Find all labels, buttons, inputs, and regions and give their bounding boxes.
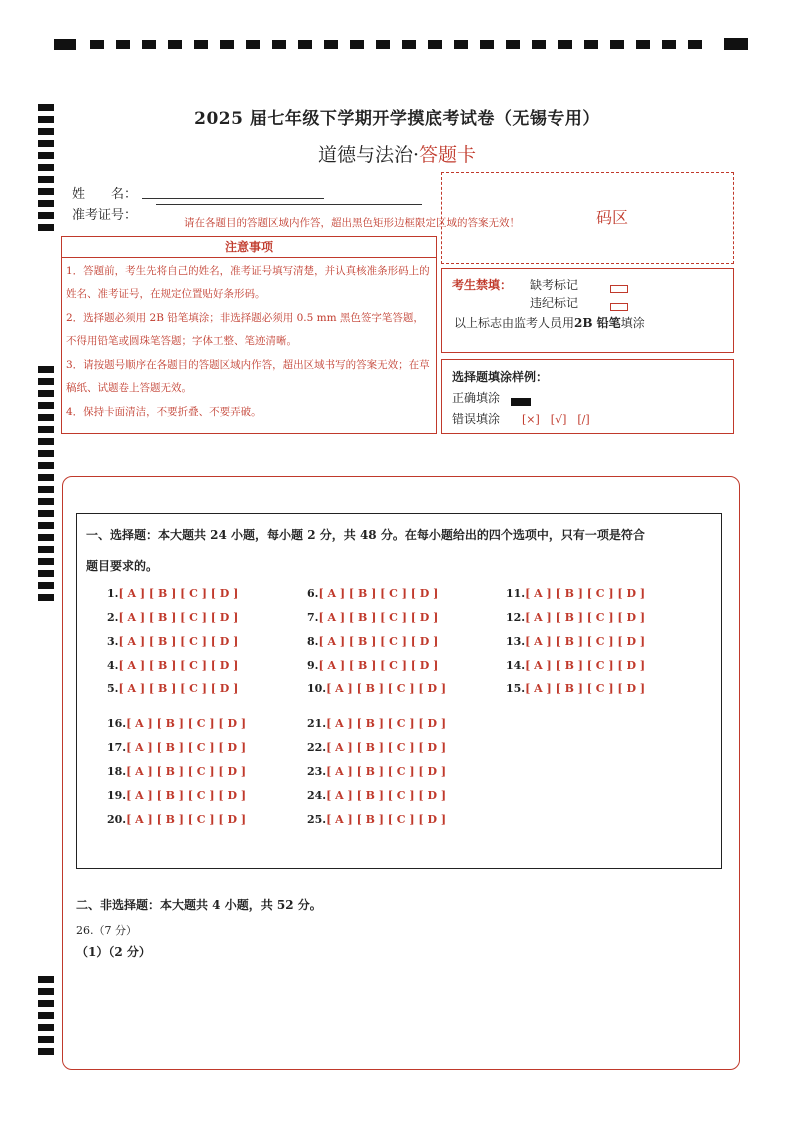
question-options[interactable]: [ A ] [ B ] [ C ] [ D ] <box>525 587 646 600</box>
name-field[interactable] <box>142 198 324 199</box>
question-options[interactable]: [ A ] [ B ] [ C ] [ D ] <box>326 765 447 778</box>
question-22[interactable] <box>307 741 446 754</box>
question-21[interactable] <box>307 717 446 730</box>
question-11[interactable] <box>506 587 645 600</box>
question-number: 12. <box>506 611 526 624</box>
question-number: 25. <box>307 813 327 826</box>
choice-section-title: 一、选择题：本大题共 24 小题，每小题 2 分，共 48 分。在每小题给出的四个选项中，只有一项是符合 <box>86 528 645 542</box>
question-9[interactable] <box>307 659 438 672</box>
notice-item-4: 4．保持卡面清洁，不要折叠、不要弄破。 <box>66 406 262 418</box>
forbidden-note-suffix: 填涂 <box>620 316 645 330</box>
notice-item-1: 1．答题前，考生先将自己的姓名，准考证号填写清楚，并认真核准条形码上的姓名、准考证号，在规定位置贴好条形码。 <box>66 265 430 300</box>
question-number: 11. <box>506 587 526 600</box>
question-options[interactable]: [ A ] [ B ] [ C ] [ D ] <box>126 765 247 778</box>
question-24[interactable] <box>307 789 446 802</box>
exam-id-label: 准考证号： <box>72 208 138 223</box>
forbidden-title: 考生禁填： <box>452 278 513 292</box>
nonchoice-section-title: 二、非选择题：本大题共 4 小题，共 52 分。 <box>76 898 322 912</box>
question-number: 17. <box>107 741 127 754</box>
question-options[interactable]: [ A ] [ B ] [ C ] [ D ] <box>326 789 447 802</box>
question-5[interactable] <box>107 682 238 695</box>
question-6[interactable] <box>307 587 438 600</box>
question-15[interactable] <box>506 682 645 695</box>
question-options[interactable]: [ A ] [ B ] [ C ] [ D ] <box>326 717 447 730</box>
question-20[interactable] <box>107 813 246 826</box>
question-number: 8. <box>307 635 319 648</box>
question-3[interactable] <box>107 635 238 648</box>
forbidden-note-prefix: 以上标志由监考人员用 <box>454 316 575 330</box>
question-number: 15. <box>506 682 526 695</box>
question-26-header: 26.（7 分） <box>76 924 137 937</box>
barcode-area <box>441 172 734 264</box>
question-number: 20. <box>107 813 127 826</box>
question-23[interactable] <box>307 765 446 778</box>
question-number: 9. <box>307 659 319 672</box>
question-options[interactable]: [ A ] [ B ] [ C ] [ D ] <box>525 611 646 624</box>
absent-mark-box[interactable] <box>610 278 628 297</box>
question-options[interactable]: [ A ] [ B ] [ C ] [ D ] <box>118 682 239 695</box>
question-number: 19. <box>107 789 127 802</box>
question-options[interactable]: [ A ] [ B ] [ C ] [ D ] <box>525 682 646 695</box>
wrong-fill-samples: [×] [√] [/] <box>522 413 590 426</box>
warning-banner: 请在各题目的答题区域内作答，超出黑色矩形边框限定区域的答案无效！ <box>180 215 524 230</box>
question-options[interactable]: [ A ] [ B ] [ C ] [ D ] <box>126 717 247 730</box>
violation-label: 违纪标记 <box>530 296 579 310</box>
question-options[interactable]: [ A ] [ B ] [ C ] [ D ] <box>318 611 439 624</box>
question-8[interactable] <box>307 635 438 648</box>
question-1[interactable] <box>107 587 238 600</box>
question-number: 18. <box>107 765 127 778</box>
answer-card-label: 答题卡 <box>419 144 477 166</box>
question-14[interactable] <box>506 659 645 672</box>
question-options[interactable]: [ A ] [ B ] [ C ] [ D ] <box>118 659 239 672</box>
violation-mark-box[interactable] <box>610 296 628 315</box>
question-number: 1. <box>107 587 119 600</box>
notice-item-2: 2．选择题必须用 2B 铅笔填涂；非选择题必须用 0.5 mm 黑色签字笔答题，不得用铅笔或圆珠笔答题；字体工整、笔迹清晰。 <box>66 312 424 347</box>
forbidden-note <box>454 314 645 331</box>
question-options[interactable]: [ A ] [ B ] [ C ] [ D ] <box>318 635 439 648</box>
exam-title: 2025 届七年级下学期开学摸底考试卷（无锡专用） <box>194 109 600 129</box>
fill-example-title: 选择题填涂样例： <box>452 370 549 384</box>
question-2[interactable] <box>107 611 238 624</box>
question-number: 5. <box>107 682 119 695</box>
question-number: 10. <box>307 682 327 695</box>
question-4[interactable] <box>107 659 238 672</box>
wrong-fill-label: 错误填涂 <box>452 412 501 426</box>
question-options[interactable]: [ A ] [ B ] [ C ] [ D ] <box>318 587 439 600</box>
question-number: 13. <box>506 635 526 648</box>
question-number: 23. <box>307 765 327 778</box>
question-number: 4. <box>107 659 119 672</box>
subject-name: 道德与法治· <box>317 144 420 166</box>
forbidden-note-bold: 2B 铅笔 <box>574 316 621 330</box>
question-options[interactable]: [ A ] [ B ] [ C ] [ D ] <box>118 611 239 624</box>
question-options[interactable]: [ A ] [ B ] [ C ] [ D ] <box>326 682 447 695</box>
question-options[interactable]: [ A ] [ B ] [ C ] [ D ] <box>326 741 447 754</box>
question-13[interactable] <box>506 635 645 648</box>
choice-section-title-2: 题目要求的。 <box>86 559 159 573</box>
answer-writing-area[interactable] <box>76 962 726 1062</box>
question-options[interactable]: [ A ] [ B ] [ C ] [ D ] <box>525 635 646 648</box>
question-16[interactable] <box>107 717 246 730</box>
question-18[interactable] <box>107 765 246 778</box>
question-7[interactable] <box>307 611 438 624</box>
question-options[interactable]: [ A ] [ B ] [ C ] [ D ] <box>126 741 247 754</box>
question-options[interactable]: [ A ] [ B ] [ C ] [ D ] <box>318 659 439 672</box>
correct-fill-sample <box>511 391 531 410</box>
question-10[interactable] <box>307 682 446 695</box>
question-options[interactable]: [ A ] [ B ] [ C ] [ D ] <box>118 635 239 648</box>
question-number: 14. <box>506 659 526 672</box>
card-subtitle <box>0 140 794 167</box>
question-26-part-1: （1）（2 分） <box>76 945 151 959</box>
notice-item-3: 3．请按题号顺序在各题目的答题区域内作答，超出区域书写的答案无效；在草稿纸、试题卷上答题无效。 <box>66 359 430 394</box>
question-number: 2. <box>107 611 119 624</box>
notice-title: 注意事项 <box>61 236 437 258</box>
barcode-area-label: 码区 <box>596 208 629 227</box>
question-17[interactable] <box>107 741 246 754</box>
question-options[interactable]: [ A ] [ B ] [ C ] [ D ] <box>126 789 247 802</box>
question-number: 6. <box>307 587 319 600</box>
question-25[interactable] <box>307 813 446 826</box>
question-number: 21. <box>307 717 327 730</box>
question-options[interactable]: [ A ] [ B ] [ C ] [ D ] <box>126 813 247 826</box>
absent-label: 缺考标记 <box>530 278 579 292</box>
question-number: 16. <box>107 717 127 730</box>
name-label: 姓 名： <box>72 187 138 202</box>
question-options[interactable]: [ A ] [ B ] [ C ] [ D ] <box>118 587 239 600</box>
question-options[interactable]: [ A ] [ B ] [ C ] [ D ] <box>326 813 447 826</box>
question-number: 3. <box>107 635 119 648</box>
question-12[interactable] <box>506 611 645 624</box>
question-number: 7. <box>307 611 319 624</box>
question-number: 22. <box>307 741 327 754</box>
correct-fill-label: 正确填涂 <box>452 391 501 405</box>
question-19[interactable] <box>107 789 246 802</box>
question-options[interactable]: [ A ] [ B ] [ C ] [ D ] <box>525 659 646 672</box>
question-number: 24. <box>307 789 327 802</box>
